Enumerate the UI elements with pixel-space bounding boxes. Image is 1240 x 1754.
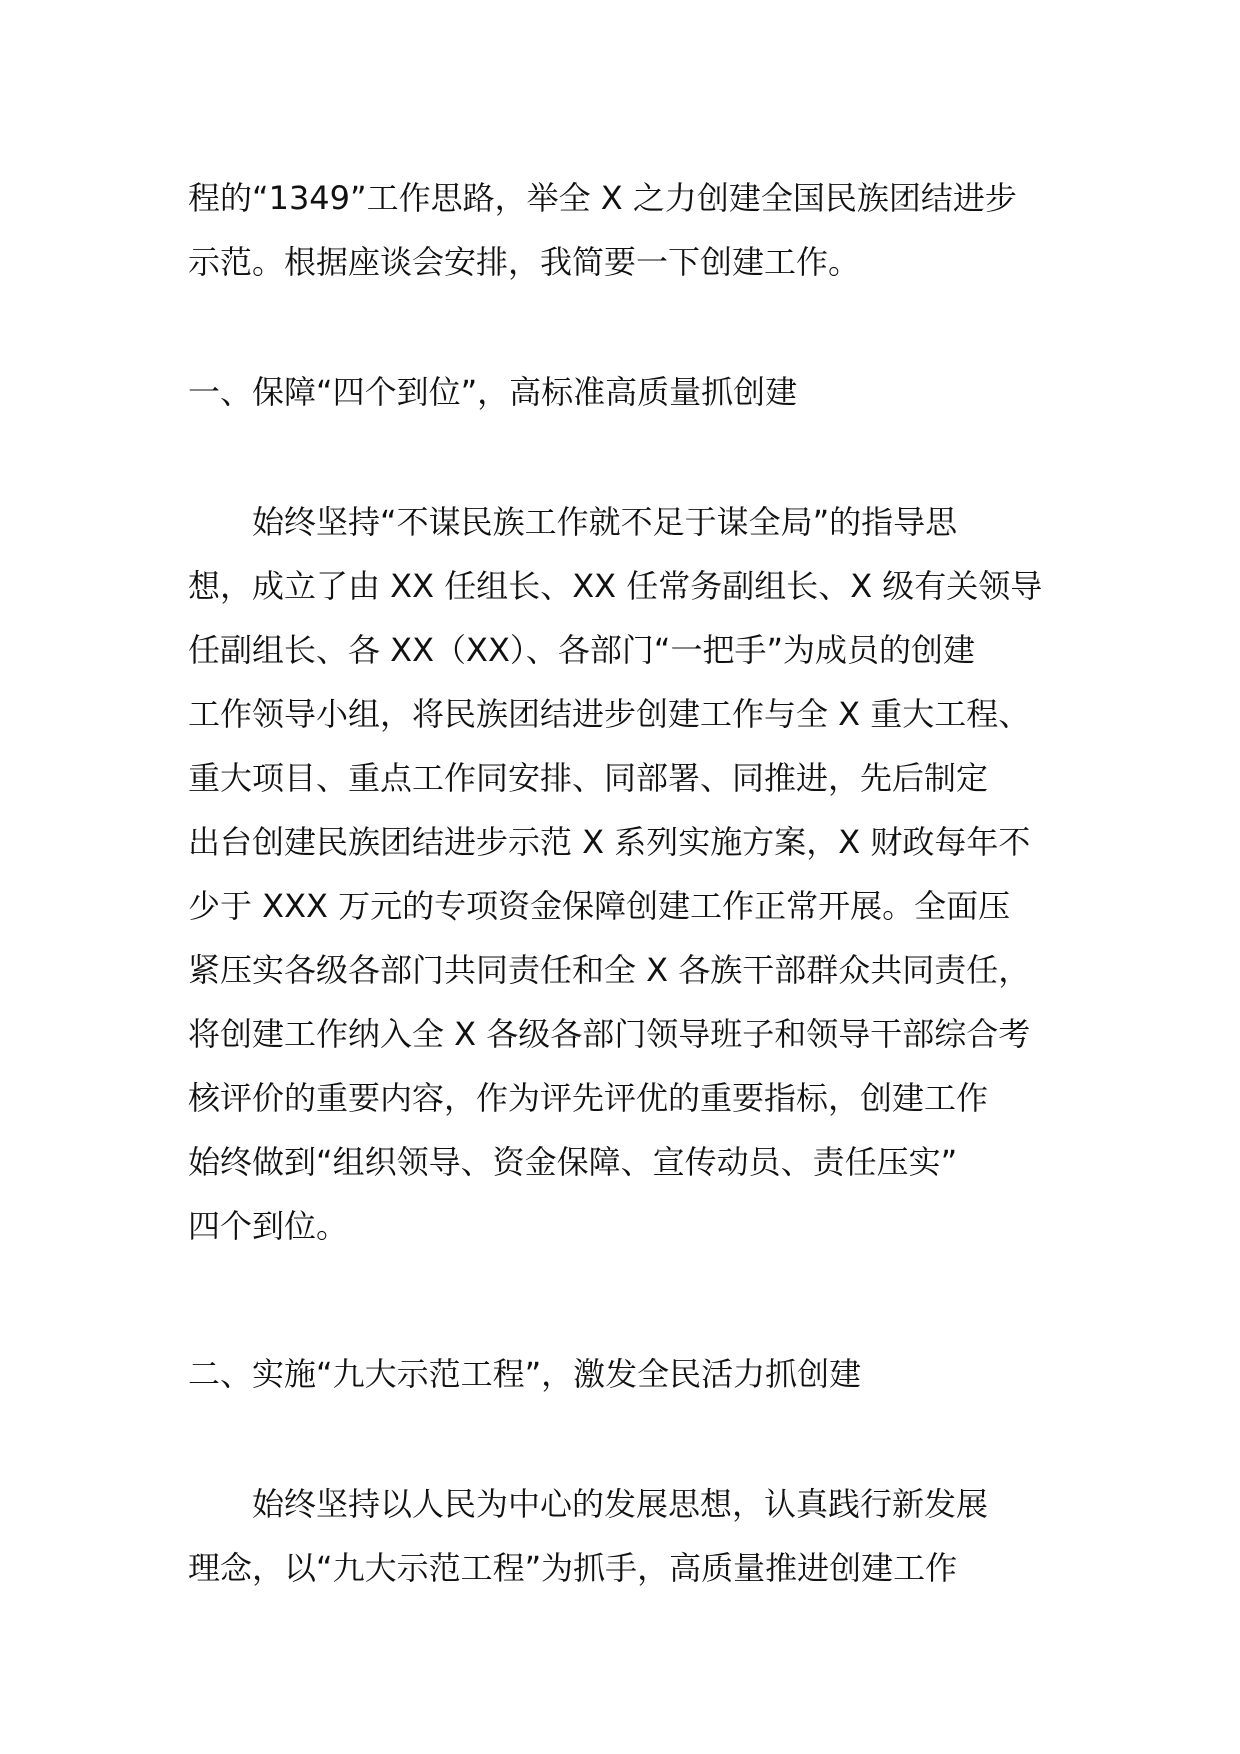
text-line: 始终做到“组织领导、资金保障、宣传动员、责任压实” xyxy=(188,1143,958,1181)
intro-paragraph xyxy=(188,166,1068,294)
text-line: 将创建工作纳入全 X 各级各部门领导班子和领导干部综合考 xyxy=(188,1015,1031,1053)
text-line: 紧压实各级各部门共同责任和全 X 各族干部群众共同责任， xyxy=(188,951,1031,989)
text-line: 重大项目、重点工作同安排、同部署、同推进，先后制定 xyxy=(188,759,989,797)
text-line: 想，成立了由 XX 任组长、XX 任常务副组长、X 级有关领导 xyxy=(188,567,1043,605)
text-line: 少于 XXX 万元的专项资金保障创建工作正常开展。全面压 xyxy=(188,887,1011,925)
heading-text: 一、保障“四个到位”，高标准高质量抓创建 xyxy=(188,373,798,411)
section-2-paragraph xyxy=(188,1472,1068,1600)
section-heading-2 xyxy=(188,1342,1068,1406)
text-line: 理念，以“九大示范工程”为抓手，高质量推进创建工作 xyxy=(188,1549,958,1587)
text-line: 程的“1349”工作思路，举全 X 之力创建全国民族团结进步 xyxy=(188,179,1017,217)
text-line: 任副组长、各 XX（XX）、各部门“一把手”为成员的创建 xyxy=(188,631,976,669)
text-line: 工作领导小组，将民族团结进步创建工作与全 X 重大工程、 xyxy=(188,695,1031,733)
heading-text: 二、实施“九大示范工程”，激发全民活力抓创建 xyxy=(188,1355,862,1393)
text-line: 出台创建民族团结进步示范 X 系列实施方案，X 财政每年不 xyxy=(188,823,1031,861)
section-heading-1 xyxy=(188,360,1068,424)
section-1-paragraph xyxy=(188,490,1068,1258)
text-line: 四个到位。 xyxy=(188,1207,349,1245)
text-line: 核评价的重要内容，作为评先评优的重要指标，创建工作 xyxy=(188,1079,989,1117)
text-line: 示范。根据座谈会安排，我简要一下创建工作。 xyxy=(188,243,861,281)
text-line: 始终坚持“不谋民族工作就不足于谋全局”的指导思 xyxy=(252,503,958,541)
text-line: 始终坚持以人民为中心的发展思想，认真践行新发展 xyxy=(252,1485,989,1523)
